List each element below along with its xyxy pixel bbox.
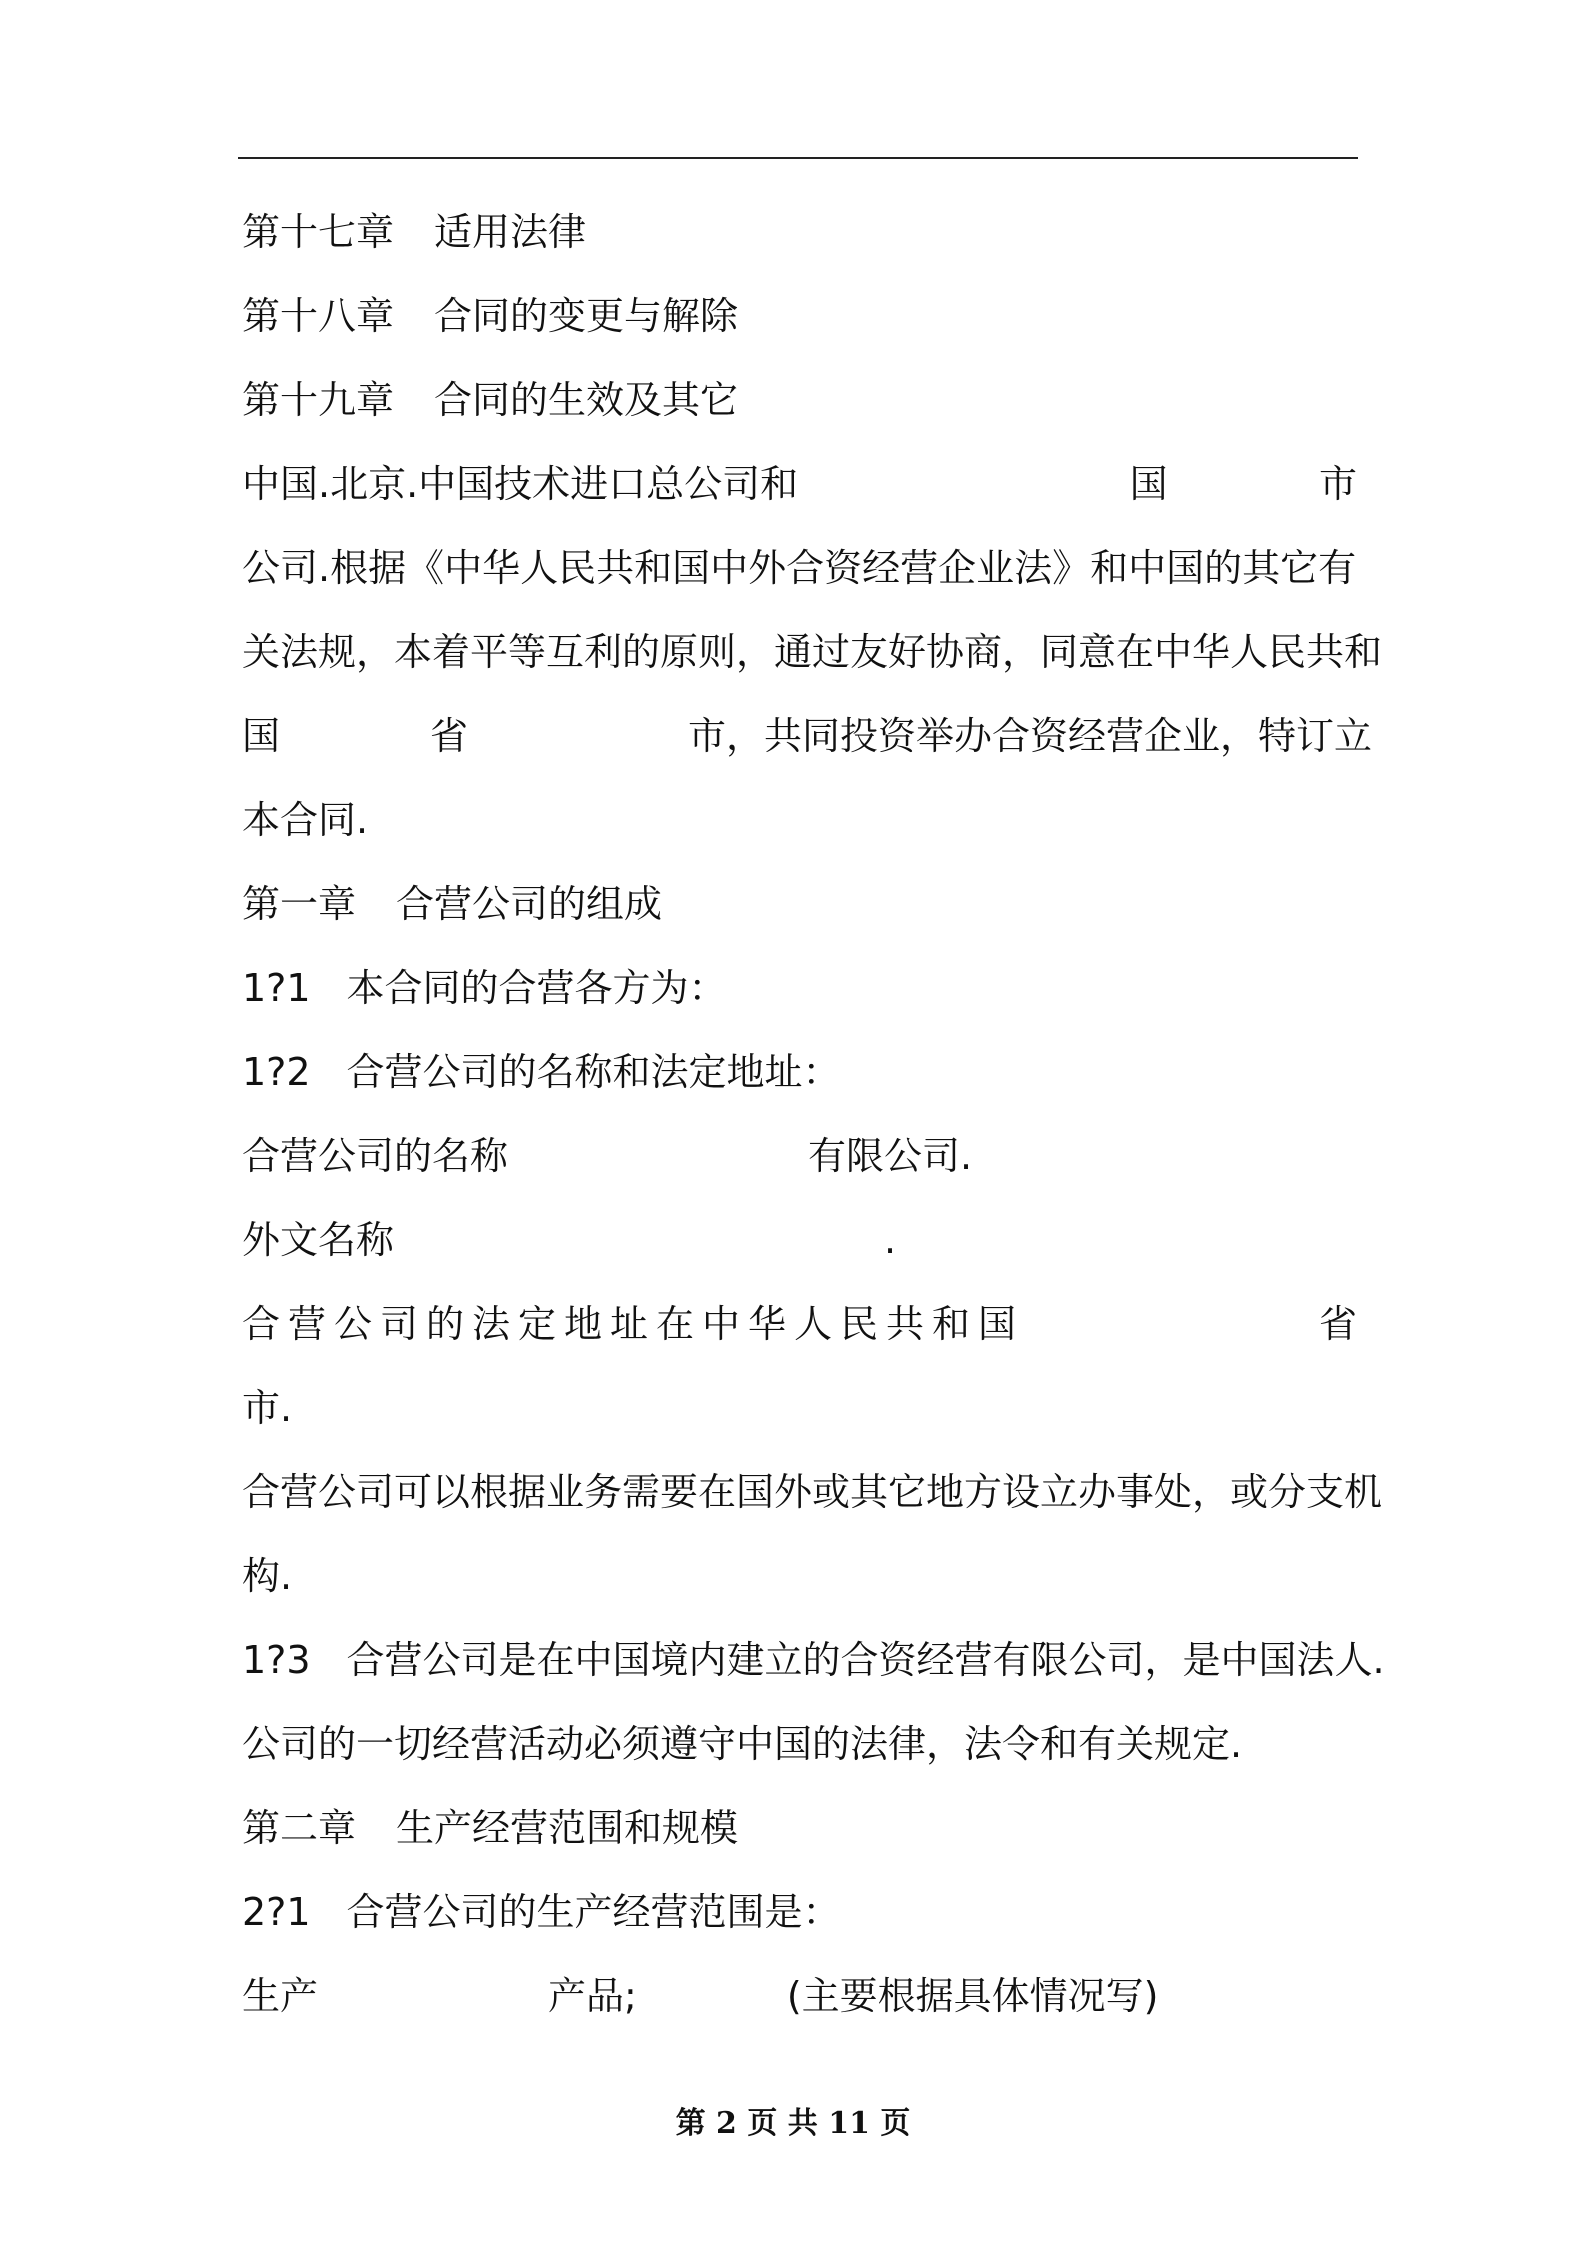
chapter-title: 生产经营范围和规模 [396,1806,739,1850]
country-placeholder: 国 [242,714,281,758]
branch-text: 合营公司可以根据业务需要在国外或其它地方设立办事处，或分支机 [242,1470,1383,1514]
address-line [242,1282,1357,1366]
toc-line-19 [242,358,1357,442]
header-rule [238,157,1358,159]
preamble-line-1 [242,442,1357,526]
chapter-number: 第二章 [242,1806,357,1850]
clause-text: 公司的一切经营活动必须遵守中国的法律，法令和有关规定. [242,1722,1243,1766]
produce-note: (主要根据具体情况写) [786,1974,1159,2018]
clause-text: 合营公司的生产经营范围是： [346,1890,841,1934]
preamble-text: 本合同. [242,798,369,842]
toc-line-17 [242,190,1357,274]
company-name-label: 合营公司的名称 [242,1134,509,1178]
chapter-title: 适用法律 [434,210,587,254]
document-body [242,190,1385,2038]
clause-text: 本合同的合营各方为： [346,966,727,1010]
produce-label: 生产 [242,1974,319,2018]
chapter-1-heading [242,862,1357,946]
produce-line [242,1954,1357,2038]
branch-text: 构. [242,1554,293,1598]
address-line-end [242,1366,1357,1450]
branch-line-2 [242,1534,1357,1618]
clause-1-3-continued [242,1702,1357,1786]
foreign-name-line [242,1198,1357,1282]
chapter-title: 合同的变更与解除 [434,294,739,338]
clause-1-2 [242,1030,1357,1114]
clause-text: 合营公司是在中国境内建立的合资经营有限公司，是中国法人. [346,1638,1385,1682]
chapter-number: 第一章 [242,882,357,926]
clause-1-1 [242,946,1357,1030]
city-placeholder: 市 [1318,462,1357,506]
page-footer: 第 2 页 共 11 页 [675,2106,911,2141]
branch-line-1 [242,1450,1383,1534]
preamble-text: 公司.根据《中华人民共和国中外合资经营企业法》和中国的其它有 [242,546,1357,590]
product-suffix: 产品; [548,1974,637,2018]
clause-number: 1?3 [242,1638,311,1682]
province-placeholder: 省 [430,714,469,758]
preamble-text: 中国.北京.中国技术进口总公司和 [242,462,799,506]
company-name-suffix: 有限公司. [808,1134,973,1178]
company-name-line [242,1114,1357,1198]
chapter-title: 合同的生效及其它 [434,378,739,422]
preamble-line-2 [242,526,1357,610]
chapter-2-heading [242,1786,1357,1870]
country-placeholder: 国 [1129,462,1168,506]
clause-number: 1?2 [242,1050,311,1094]
foreign-name-suffix: . [884,1218,897,1262]
chapter-number: 第十七章 [242,210,395,254]
preamble-text: 市，共同投资举办合资经营企业，特订立 [688,714,1373,758]
address-text: 市. [242,1386,293,1430]
clause-1-3 [242,1618,1385,1702]
chapter-title: 合营公司的组成 [396,882,663,926]
clause-number: 2?1 [242,1890,311,1934]
preamble-text: 关法规，本着平等互利的原则，通过友好协商，同意在中华人民共和 [242,630,1383,674]
province-placeholder: 省 [1318,1302,1357,1346]
chapter-number: 第十九章 [242,378,395,422]
address-text: 合营公司的法定地址在中华人民共和国 [242,1302,1025,1346]
foreign-name-label: 外文名称 [242,1218,395,1262]
preamble-line-3 [242,610,1383,694]
toc-line-18 [242,274,1357,358]
clause-number: 1?1 [242,966,311,1010]
preamble-line-4 [242,694,1373,778]
clause-text: 合营公司的名称和法定地址： [346,1050,841,1094]
clause-2-1 [242,1870,1357,1954]
chapter-number: 第十八章 [242,294,395,338]
preamble-line-5 [242,778,1357,862]
